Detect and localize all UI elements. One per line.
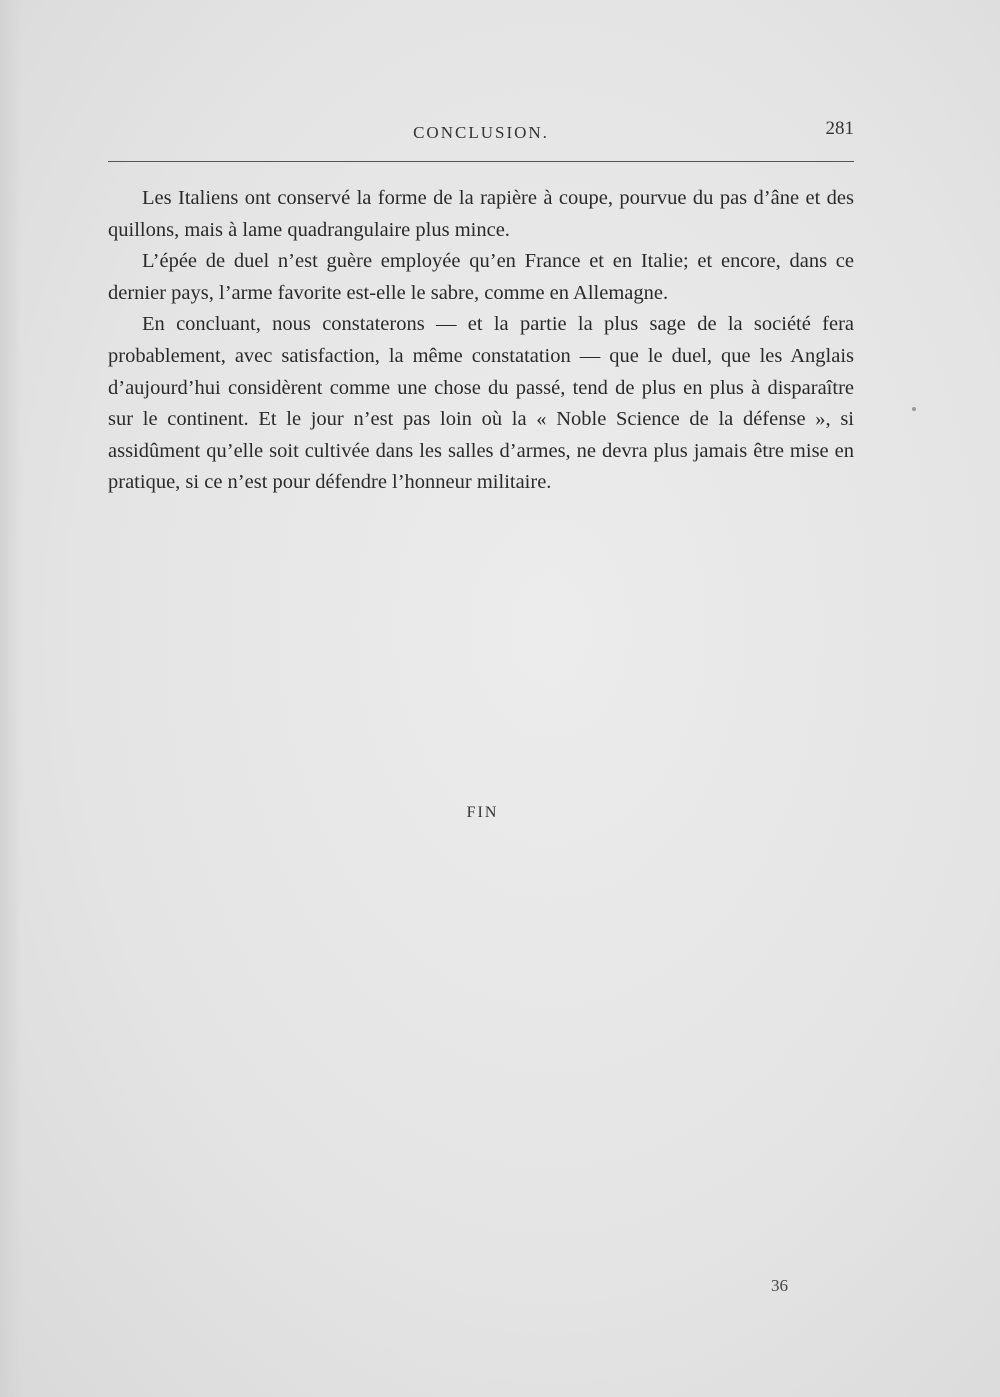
running-head	[108, 118, 854, 148]
page-edge-shadow	[0, 0, 22, 1397]
running-title: CONCLUSION.	[413, 123, 549, 142]
paragraph: En concluant, nous constaterons — et la partie la plus sage de la société fera probablement, avec satisfaction, la même constatation — que le duel, que les Anglais d’aujourd’hui considèrent comme une chose du passé, tend de plus en plus à disparaître sur le continent. Et le jour n’est pas loin où la « Noble Science de la défense », si assidûment qu’elle soit cultivée dans les salles d’armes, ne devra plus jamais être mise en pratique, si ce n’est pour défendre l’honneur militaire.	[108, 313, 854, 494]
paragraph: Les Italiens ont conservé la forme de la rapière à coupe, pourvue du pas d’âne et des quillons, mais à lame quadrangulaire plus mince.	[108, 187, 854, 241]
paper-speck	[912, 407, 916, 411]
body-text	[108, 183, 854, 499]
end-mark: FIN	[466, 804, 499, 821]
signature-mark: 36	[771, 1276, 788, 1295]
header-rule	[108, 161, 854, 162]
paragraph: L’épée de duel n’est guère employée qu’en France et en Italie; et encore, dans ce dernier pays, l’arme favorite est-elle le sabre, comme en Allemagne.	[108, 250, 854, 304]
page-number: 281	[825, 118, 854, 139]
